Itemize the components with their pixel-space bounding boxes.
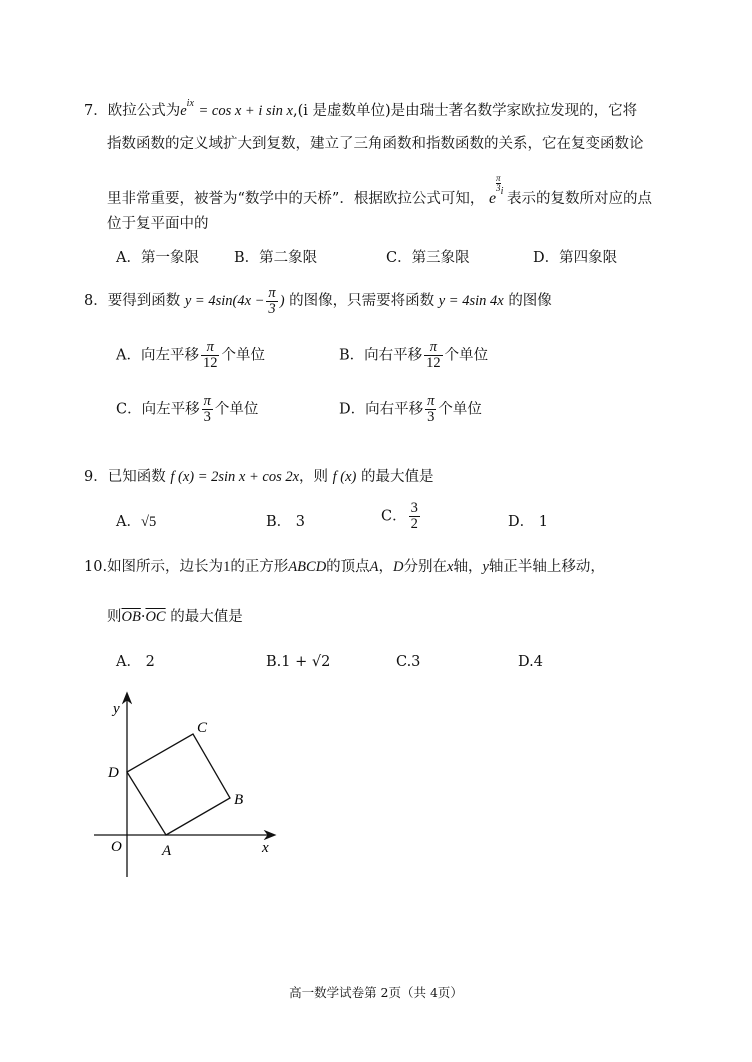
vector-oc: $\overline{OC}$ bbox=[145, 609, 166, 625]
page-footer: 高一数学试卷第 2页（共 4页） bbox=[289, 985, 463, 1000]
label-origin: O bbox=[111, 839, 122, 855]
q7-option-c: C．第三象限 bbox=[386, 250, 470, 266]
label-d: D bbox=[108, 765, 119, 781]
label-c: C bbox=[197, 720, 208, 736]
vector-ob: $\overline{OB}$ bbox=[121, 609, 141, 625]
q10-option-b: B.1 + √2 bbox=[266, 654, 331, 670]
q10-line1: 10.如图所示，边长为1的正方形ABCD的顶点A，D分别在x轴，y轴正半轴上移动， bbox=[84, 559, 605, 575]
q8-option-a: A．向左平移 $\frac{\pi}{12}$ 个单位 bbox=[116, 339, 265, 372]
q8-function-1: y = 4sin(4x − $\frac{\pi}{3}$ ) bbox=[184, 285, 285, 318]
q9-number: 9 bbox=[84, 469, 94, 485]
q9-option-a: A．√5 bbox=[116, 514, 157, 530]
label-x: x bbox=[262, 840, 269, 856]
label-a: A bbox=[162, 843, 172, 859]
q9-option-b: B． 3 bbox=[266, 514, 305, 530]
label-b: B bbox=[234, 792, 244, 808]
q7-formula: = cos x + i sin x bbox=[198, 103, 293, 119]
q10-option-a: A． 2 bbox=[116, 654, 155, 670]
q7-option-d: D．第四象限 bbox=[533, 250, 618, 266]
q9-function: f (x) = 2sin x + cos 2x bbox=[170, 469, 300, 485]
q9-option-c: C． $\frac{3}{2}$ bbox=[381, 500, 418, 533]
q7-line4: 位于复平面中的 bbox=[107, 216, 209, 232]
q8-option-c: C．向左平移 $\frac{\pi}{3}$ 个单位 bbox=[116, 393, 259, 426]
q9-option-d: D． 1 bbox=[508, 514, 548, 530]
label-y: y bbox=[113, 701, 120, 717]
q10-line2: 则$\overline{OB}\cdot\overline{OC}$ 的最大值是 bbox=[107, 609, 243, 625]
q10-option-c: C.3 bbox=[396, 654, 421, 670]
q7-line2: 指数函数的定义域扩大到复数，建立了三角函数和指数函数的关系，它在复变函数论 bbox=[107, 136, 644, 152]
q7-option-b: B．第二象限 bbox=[234, 250, 318, 266]
q7-option-a: A．第一象限 bbox=[116, 250, 199, 266]
square-abcd bbox=[127, 734, 230, 835]
q8-line1: 8．要得到函数 y = 4sin(4x − $\frac{\pi}{3}$ ) 的图像，只需要将函数 y = 4sin 4x 的图像 bbox=[84, 285, 552, 318]
q9-line1: 9．已知函数 f (x) = 2sin x + cos 2x，则 f (x) 的最大值是 bbox=[84, 469, 434, 485]
q8-number: 8 bbox=[84, 293, 94, 310]
q7-line1: 7．欧拉公式为$e^{ix} = \cos x + i$ sin x,(i 是虚数单位)是由瑞士著名数学家欧拉发现的，它将 bbox=[84, 98, 638, 119]
q7-line3: 里非常重要，被誉为“数学中的天桥”．根据欧拉公式可知， e $\frac{\pi}{3}$ $^i$ 表示的复数所对应的点 bbox=[107, 173, 652, 207]
q7-euler-expr: e $\frac{\pi}{3}$ $^i$ bbox=[488, 173, 504, 207]
q8-option-b: B．向右平移 $\frac{\pi}{12}$ 个单位 bbox=[339, 339, 489, 372]
q7-number: 7 bbox=[84, 103, 94, 119]
q8-option-d: D．向右平移 $\frac{\pi}{3}$ 个单位 bbox=[339, 393, 482, 426]
q10-number: 10. bbox=[84, 559, 108, 575]
q8-function-2: y = 4sin 4x bbox=[438, 293, 504, 310]
q10-option-d: D.4 bbox=[518, 654, 543, 670]
